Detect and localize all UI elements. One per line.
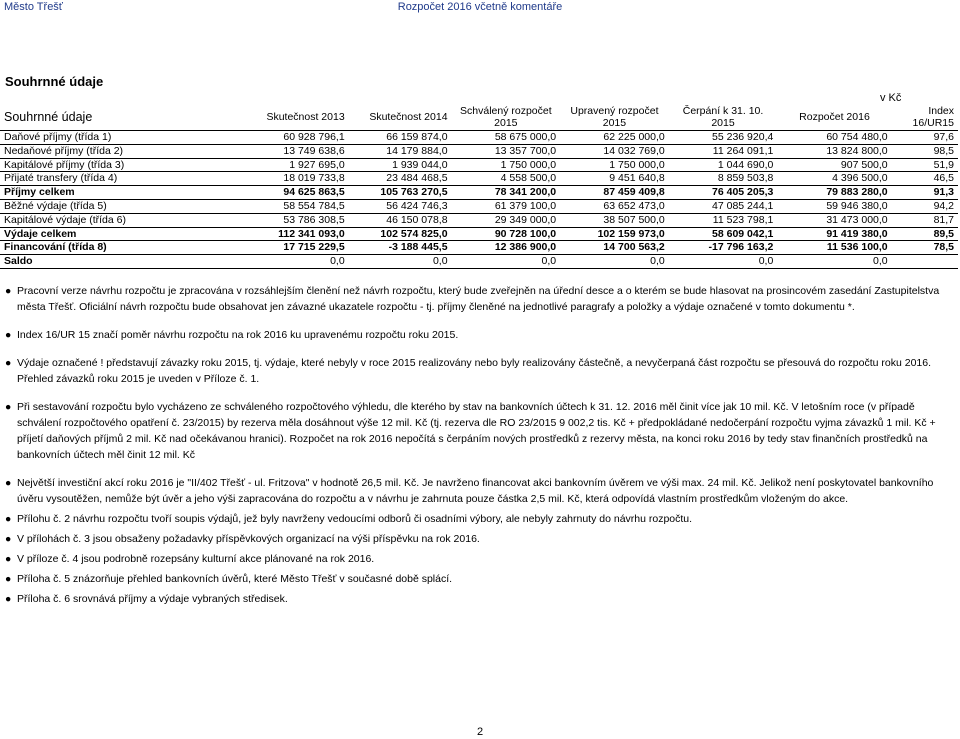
table-cell: 11 264 091,1: [669, 144, 778, 158]
table-cell: 59 946 380,0: [777, 199, 891, 213]
table-cell: 8 859 503,8: [669, 172, 778, 186]
table-cell: 23 484 468,5: [349, 172, 452, 186]
table-cell: 102 159 973,0: [560, 227, 669, 241]
note-text: Pracovní verze návrhu rozpočtu je zpracována v rozsáhlejším členění než návrh rozpočtu, který bude zveřejněn na úřední desce a o kterém se bude hlasovat na prosincovém zasedání Zastupitelstva města Třešť. Oficiální návrh rozpočtu bude obsahovat jen závazné ukazatele rozpočtu - tj. příjmy členěné na jednotlivé paragrafy a položky a výdaje označené v tomto dokumentu *.: [17, 285, 940, 313]
table-cell: 90 728 100,0: [452, 227, 561, 241]
note-text: Při sestavování rozpočtu bylo vycházeno ze schváleného rozpočtového výhledu, dle kterého by stav na bankovních účtech k 31. 12. 2016 měl činit více jak 10 mil. Kč. V letošním roce (v případě schválení rozpočtového opatření č. 23/2015) by rezerva měla dosáhnout výše 12 mil. Kč (tj. rezerva dle RO 23/2015 9 002,2 tis. Kč + předpokládané nedočerpání rozpočtu vyjma závazků 1 mil. Kč + příjetí daňových příjmů 2 mil. Kč nad očekávanou hranici). Rozpočet na rok 2016 nepočítá s čerpáním nových prostředků z rezervy města, na konci roku 2016 by tedy stav finančních prostředků na bankovních účtech měl činit 12 mil. Kč: [17, 401, 936, 461]
table-cell: 0,0: [349, 255, 452, 269]
table-cell: 66 159 874,0: [349, 131, 452, 145]
table-cell: 11 523 798,1: [669, 213, 778, 227]
table-cell: 13 357 700,0: [452, 144, 561, 158]
section-title: Souhrnné údaje: [5, 74, 104, 89]
note-text: Přílohu č. 2 návrhu rozpočtu tvoří soupis výdajů, jež byly navrženy vedoucími odborů či osadními výbory, ale nebyly zahrnuty do návrhu rozpočtu.: [17, 513, 693, 525]
table-row: [0, 144, 958, 158]
table-cell: 11 536 100,0: [777, 241, 891, 255]
table-cell: 18 019 733,8: [223, 172, 349, 186]
table-cell: 9 451 640,8: [560, 172, 669, 186]
table-cell: 76 405 205,3: [669, 186, 778, 200]
bullet-icon: ●: [5, 553, 12, 565]
row-label: Nedaňové příjmy (třída 2): [0, 144, 223, 158]
bullet-icon: ●: [5, 477, 12, 489]
table-cell: 58 609 042,1: [669, 227, 778, 241]
table-cell: 94,2: [892, 199, 958, 213]
column-header-budget-2016: Rozpočet 2016: [777, 104, 891, 131]
row-label: Běžné výdaje (třída 5): [0, 199, 223, 213]
table-cell: 29 349 000,0: [452, 213, 561, 227]
bullet-icon: ●: [5, 593, 12, 605]
table-cell: 79 883 280,0: [777, 186, 891, 200]
note-text: Výdaje označené ! představují závazky roku 2015, tj. výdaje, které nebyly v roce 2015 realizovány nebo byly realizovány částečně, a nevyčerpaná část rozpočtu se přesouvá do rozpočtu roku 2016. Přehled závazků roku 2015 je uveden v Příloze č. 1.: [17, 357, 932, 385]
note-text: Index 16/UR 15 značí poměr návrhu rozpočtu na rok 2016 ku upravenému rozpočtu roku 2015.: [17, 329, 459, 341]
bullet-icon: ●: [5, 513, 12, 525]
note-text: Příloha č. 5 znázorňuje přehled bankovních úvěrů, které Město Třešť v současné době splácí.: [17, 573, 453, 585]
bullet-icon: ●: [5, 533, 12, 545]
column-header-adjusted-2015: Upravený rozpočet 2015: [560, 104, 669, 131]
bullet-icon: ●: [5, 329, 12, 341]
row-label: Výdaje celkem: [0, 227, 223, 241]
table-cell: 81,7: [892, 213, 958, 227]
row-label: Daňové příjmy (třída 1): [0, 131, 223, 145]
note-text: Příloha č. 6 srovnává příjmy a výdaje vybraných středisek.: [17, 593, 288, 605]
table-cell: 0,0: [777, 255, 891, 269]
column-header-2013: Skutečnost 2013: [223, 104, 349, 131]
table-cell: 56 424 746,3: [349, 199, 452, 213]
table-cell: 63 652 473,0: [560, 199, 669, 213]
table-cell: 1 044 690,0: [669, 158, 778, 172]
table-cell: 907 500,0: [777, 158, 891, 172]
table-cell: 46,5: [892, 172, 958, 186]
table-cell: 94 625 863,5: [223, 186, 349, 200]
table-cell: 13 824 800,0: [777, 144, 891, 158]
note-item: [5, 327, 955, 343]
table-cell: -17 796 163,2: [669, 241, 778, 255]
table-cell: 97,6: [892, 131, 958, 145]
table-cell: 46 150 078,8: [349, 213, 452, 227]
notes-list: [5, 283, 955, 607]
table-cell: 53 786 308,5: [223, 213, 349, 227]
budget-summary-table: [0, 104, 958, 269]
note-item: [5, 571, 955, 587]
table-cell: 91 419 380,0: [777, 227, 891, 241]
table-cell: 51,9: [892, 158, 958, 172]
table-cell: 14 032 769,0: [560, 144, 669, 158]
table-cell: 1 939 044,0: [349, 158, 452, 172]
note-item: [5, 551, 955, 567]
note-text: Největší investiční akcí roku 2016 je "II/402 Třešť - ul. Fritzova" v hodnotě 26,5 mil. Kč. Je navrženo financovat akci bankovním úvěrem ve výši max. 24 mil. Kč. Jelikož není poskytovatel bankovního úvěru vysoutěžen, nemůže být úvěr a jeho výši zapracována do rozpočtu a v návrhu je zahrnuta pouze částka 2,5 mil. Kč, která odpovídá vlastním prostředkům vloženým do akce.: [17, 477, 934, 505]
page-number: 2: [476, 726, 484, 738]
note-item: [5, 511, 955, 527]
table-cell: 14 179 884,0: [349, 144, 452, 158]
table-cell: 112 341 093,0: [223, 227, 349, 241]
column-header-index: Index 16/UR15: [892, 104, 958, 131]
column-header-approved-2015: Schválený rozpočet 2015: [452, 104, 561, 131]
note-item: [5, 475, 955, 507]
table-cell: 0,0: [223, 255, 349, 269]
table-cell: [892, 255, 958, 269]
table-row: [0, 158, 958, 172]
table-row: [0, 227, 958, 241]
table-row: [0, 255, 958, 269]
table-cell: 91,3: [892, 186, 958, 200]
bullet-icon: ●: [5, 357, 12, 369]
table-cell: 105 763 270,5: [349, 186, 452, 200]
row-label: Příjmy celkem: [0, 186, 223, 200]
bullet-icon: ●: [5, 285, 12, 297]
table-row: [0, 172, 958, 186]
currency-unit: v Kč: [880, 92, 902, 104]
table-cell: 58 675 000,0: [452, 131, 561, 145]
table-cell: 58 554 784,5: [223, 199, 349, 213]
note-item: [5, 399, 955, 463]
table-cell: 38 507 500,0: [560, 213, 669, 227]
table-cell: 12 386 900,0: [452, 241, 561, 255]
table-cell: 31 473 000,0: [777, 213, 891, 227]
table-cell: 78,5: [892, 241, 958, 255]
note-text: V přílohách č. 3 jsou obsaženy požadavky příspěvkových organizací na výši příspěvku na rok 2016.: [17, 533, 480, 545]
table-cell: 4 558 500,0: [452, 172, 561, 186]
table-row: [0, 241, 958, 255]
row-label: Přijaté transfery (třída 4): [0, 172, 223, 186]
table-cell: 1 927 695,0: [223, 158, 349, 172]
table-row: [0, 186, 958, 200]
note-item: [5, 283, 955, 315]
table-cell: 61 379 100,0: [452, 199, 561, 213]
table-row: [0, 213, 958, 227]
table-cell: 55 236 920,4: [669, 131, 778, 145]
column-header-label: Souhrnné údaje: [0, 104, 223, 131]
table-cell: -3 188 445,5: [349, 241, 452, 255]
column-header-2014: Skutečnost 2014: [349, 104, 452, 131]
table-cell: 60 928 796,1: [223, 131, 349, 145]
table-cell: 89,5: [892, 227, 958, 241]
table-cell: 102 574 825,0: [349, 227, 452, 241]
table-row: [0, 199, 958, 213]
bullet-icon: ●: [5, 573, 12, 585]
table-cell: 17 715 229,5: [223, 241, 349, 255]
row-label: Kapitálové výdaje (třída 6): [0, 213, 223, 227]
row-label: Saldo: [0, 255, 223, 269]
table-cell: 14 700 563,2: [560, 241, 669, 255]
note-text: V příloze č. 4 jsou podrobně rozepsány kulturní akce plánované na rok 2016.: [17, 553, 375, 565]
table-cell: 4 396 500,0: [777, 172, 891, 186]
header-document-title: Rozpočet 2016 včetně komentáře: [397, 1, 563, 13]
table-cell: 0,0: [452, 255, 561, 269]
table-cell: 1 750 000,0: [452, 158, 561, 172]
table-cell: 1 750 000,0: [560, 158, 669, 172]
row-label: Financování (třída 8): [0, 241, 223, 255]
table-cell: 0,0: [669, 255, 778, 269]
table-cell: 78 341 200,0: [452, 186, 561, 200]
note-item: [5, 591, 955, 607]
table-cell: 98,5: [892, 144, 958, 158]
table-row: [0, 131, 958, 145]
header-city: Město Třešť: [4, 1, 63, 13]
table-cell: 62 225 000,0: [560, 131, 669, 145]
table-cell: 60 754 480,0: [777, 131, 891, 145]
table-cell: 0,0: [560, 255, 669, 269]
note-item: [5, 531, 955, 547]
note-item: [5, 355, 955, 387]
table-cell: 87 459 409,8: [560, 186, 669, 200]
column-header-drawdown-2015: Čerpání k 31. 10. 2015: [669, 104, 778, 131]
bullet-icon: ●: [5, 401, 12, 413]
table-cell: 13 749 638,6: [223, 144, 349, 158]
table-cell: 47 085 244,1: [669, 199, 778, 213]
row-label: Kapitálové příjmy (třída 3): [0, 158, 223, 172]
table-header-row: [0, 104, 958, 131]
